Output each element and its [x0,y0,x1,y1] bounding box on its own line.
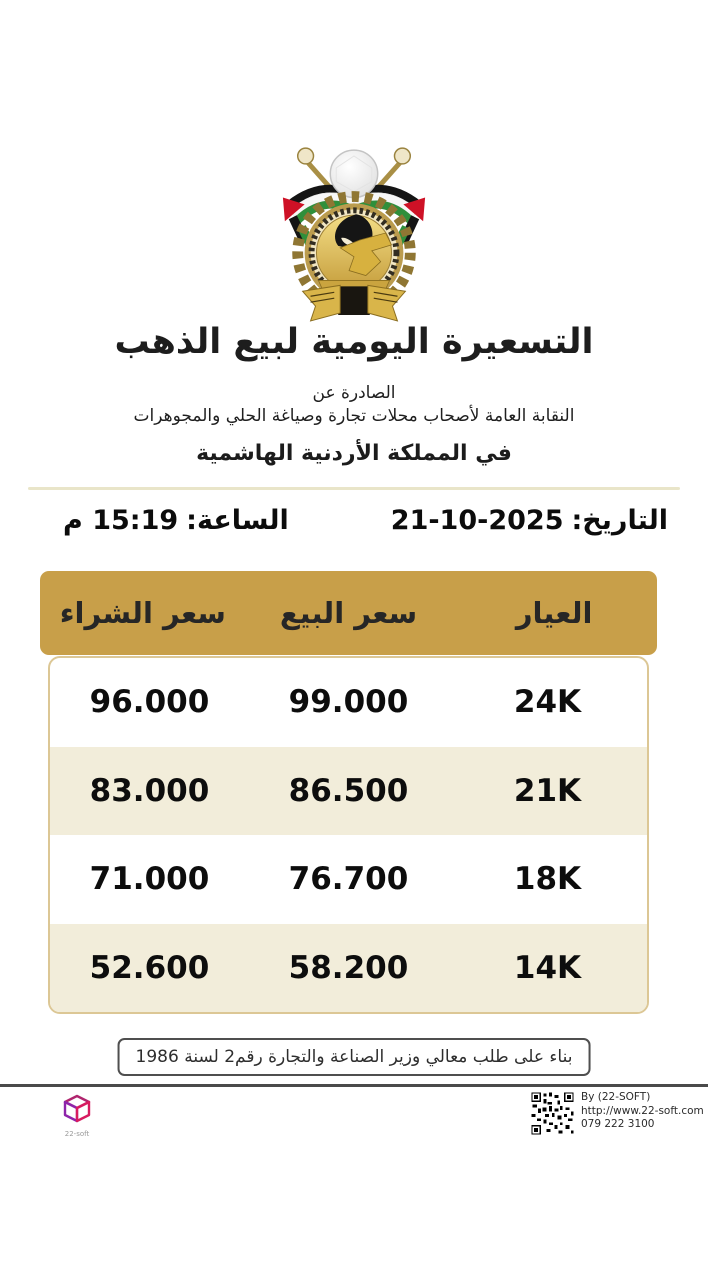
credit-url: http://www.22-soft.com [581,1104,704,1117]
karat-value: 21K [513,772,582,809]
country-line: في المملكة الأردنية الهاشمية [196,441,512,466]
sell-price-value: 58.200 [288,949,409,986]
22soft-cube-logo-icon [61,1093,93,1125]
issuer-name: النقابة العامة لأصحاب محلات تجارة وصياغة الحلي والمجوهرات [133,406,575,426]
syndicate-emblem-icon [275,142,433,330]
karat-value: 18K [513,861,582,898]
developer-logo-label: 22-soft [64,1130,90,1138]
date-pair [383,505,668,536]
column-header-karat: العيار [515,596,593,630]
pearl-icon [330,150,377,197]
buy-price-value: 52.600 [89,949,210,986]
credit-text [581,1091,704,1132]
page-title: التسعيرة اليومية لبيع الذهب [114,322,594,362]
table-row-21k [50,747,647,836]
buy-price-value: 71.000 [89,861,210,898]
date-time-row [55,505,668,536]
karat-value: 24K [513,684,582,721]
table-header [40,571,657,655]
time-pair [55,505,289,536]
cream-divider [28,487,680,490]
credit-block [530,1091,704,1136]
sell-price-value: 76.700 [288,861,409,898]
time-value: 15:19 م [63,505,179,536]
time-label: الساعة: [186,505,289,536]
table-row-14k [50,924,647,1013]
qr-code-icon [530,1091,575,1136]
sell-price-value: 99.000 [288,684,409,721]
table-row-24k [50,658,647,747]
buy-price-value: 83.000 [89,772,210,809]
price-table [48,656,649,1014]
buy-price-value: 96.000 [89,684,210,721]
issued-by-label: الصادرة عن [312,383,396,403]
karat-value: 14K [513,949,582,986]
ministerial-footnote: بناء على طلب معالي وزير الصناعة والتجارة رقم2 لسنة 1986 [118,1038,591,1076]
date-value: 21-10-2025 [390,505,564,536]
sell-price-value: 86.500 [288,772,409,809]
column-header-sell-price: سعر البيع [279,596,418,630]
credit-by: By (22-SOFT) [581,1091,651,1103]
credit-phone: 079 222 3100 [581,1118,655,1130]
column-header-buy-price: سعر الشراء [59,596,226,630]
developer-logo [55,1093,99,1138]
syndicate-logo [275,142,433,330]
table-row-18k [50,835,647,924]
date-label: التاريخ: [571,505,668,536]
dark-divider [0,1084,708,1087]
